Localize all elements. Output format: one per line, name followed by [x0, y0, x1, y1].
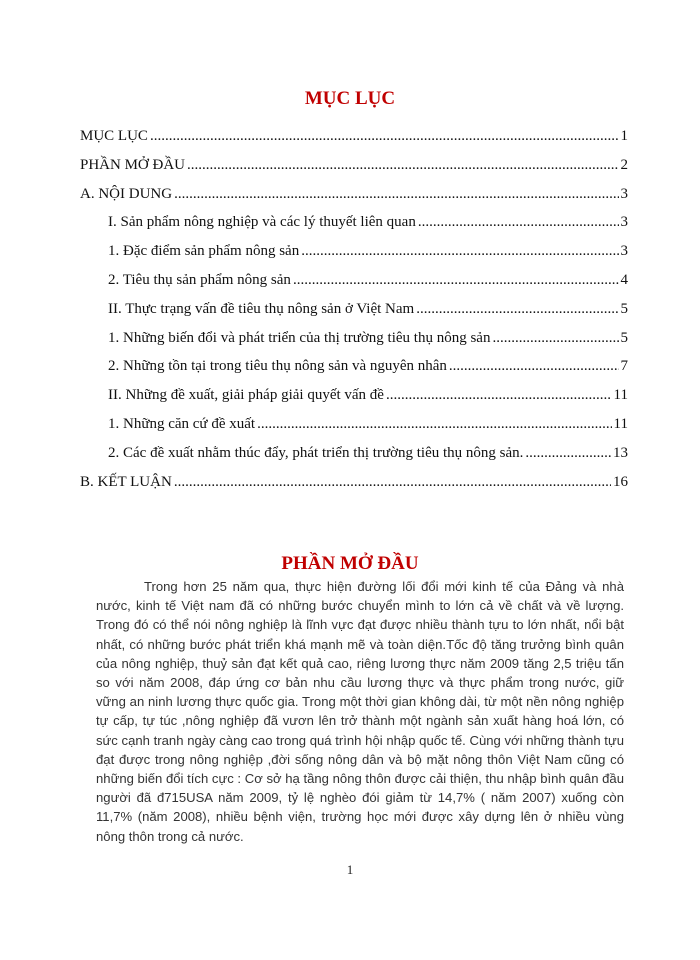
toc-entry[interactable] [108, 329, 628, 347]
toc-entry-page: 4 [620, 272, 628, 288]
toc-leader-dots [174, 473, 611, 491]
toc-entry-label: PHẦN MỞ ĐẦU [80, 157, 186, 173]
intro-paragraph: Trong hơn 25 năm qua, thực hiện đường lối đổi mới kinh tế của Đảng và nhà nước, kinh tế Việt nam đã có những bước chuyển mình to lớn cả về chất và về lượng. Trong đó có thể nói nông nghiệp là lĩnh vực đạt được nhiều thành tựu to lớn nhất, nổi bật nhất, có những bước phát triển khá mạnh mẽ và toàn diện.Tốc độ tăng trưởng bình quân của nông nghiệp, thuỷ sản đạt kết quả cao, riêng lương thực năm 2009 tăng 2,5 triệu tấn so với năm 2008, đáp ứng cơ bản nhu cầu lương thực và thực phẩm trong nước, giữ vững an ninh lương thực quốc gia. Trong một thời gian không dài, từ một nền nông nghiệp tự cấp, tự túc ,nông nghiệp đã vươn lên trở thành một ngành sản xuất hàng hoá lớn, có sức cạnh tranh ngày càng cao trong quá trình hội nhập quốc tế. Cùng với những thành tựu đạt được trong nông nghiệp ,đời sống nông dân và bộ mặt nông thôn Việt Nam cũng có những biến đổi tích cực : Cơ sở hạ tầng nông thôn được cải thiện, thu nhập bình quân đầu người đã đ715USA năm 2009, tỷ lệ nghèo đói giảm từ 14,7% ( năm 2007) xuống còn 11,7% (năm 2008), nhiều bệnh viện, trường học mới được xây dựng lên ở nhiều vùng nông thôn trong cả nước. [96, 579, 624, 844]
toc-entry-label: 1. Đặc điểm sản phẩm nông sản [108, 243, 300, 259]
toc-entry-page: 11 [613, 416, 628, 432]
toc-entry[interactable] [80, 473, 628, 491]
toc-entry-label: 2. Tiêu thụ sản phẩm nông sản [108, 272, 291, 288]
toc-leader-dots [525, 444, 611, 462]
toc-leader-dots [418, 213, 619, 231]
toc-entry[interactable] [108, 213, 628, 231]
toc-entry-label: II. Thực trạng vấn đề tiêu thụ nông sản ở Việt Nam [108, 301, 415, 317]
toc-entry-label: A. NỘI DUNG [80, 186, 173, 202]
toc-entry-page: 3 [620, 214, 628, 230]
toc-entry[interactable] [80, 127, 628, 145]
toc-leader-dots [301, 242, 618, 260]
toc-entry-label: 1. Những căn cứ đề xuất [108, 416, 256, 432]
toc-leader-dots [187, 156, 618, 174]
section-title: PHẦN MỞ ĐẦU [281, 553, 419, 574]
toc-entry-page: 5 [620, 330, 628, 346]
toc-entry[interactable] [108, 271, 628, 289]
toc-title: MỤC LỤC [304, 88, 396, 109]
toc-entry[interactable] [80, 185, 628, 203]
toc-leader-dots [449, 357, 619, 375]
toc-entry-page: 11 [613, 387, 628, 403]
toc-entry-page: 16 [613, 474, 628, 490]
toc-entry[interactable] [108, 415, 628, 433]
toc-entry-label: B. KẾT LUẬN [80, 474, 172, 490]
toc-entry[interactable] [108, 386, 628, 404]
toc-entry-page: 3 [620, 243, 628, 259]
toc-entry-label: 2. Các đề xuất nhằm thúc đẩy, phát triển thị trường tiêu thụ nông sản. [108, 445, 524, 461]
toc-entry-page: 1 [620, 128, 628, 144]
toc-entry[interactable] [108, 357, 628, 375]
toc-leader-dots [293, 271, 619, 289]
toc-entry-label: MỤC LỤC [80, 128, 148, 144]
toc-entry-label: 1. Những biến đổi và phát triển của thị trường tiêu thụ nông sản [108, 330, 491, 346]
toc-entry-page: 13 [613, 445, 628, 461]
toc-leader-dots [257, 415, 611, 433]
toc-entry[interactable] [108, 300, 628, 318]
toc-entry-label: I. Sản phẩm nông nghiệp và các lý thuyết liên quan [108, 214, 416, 230]
toc-leader-dots [416, 300, 618, 318]
toc-leader-dots [386, 386, 612, 404]
toc-entry-page: 2 [620, 157, 628, 173]
toc-entry-label: II. Những đề xuất, giải pháp giải quyết vấn đề [108, 387, 384, 403]
toc-leader-dots [174, 185, 618, 203]
toc-entry[interactable] [108, 242, 628, 260]
page-number: 1 [346, 862, 354, 877]
toc-leader-dots [492, 329, 618, 347]
toc-entry[interactable] [108, 444, 628, 462]
toc-leader-dots [150, 127, 619, 145]
toc-entry-page: 3 [620, 186, 628, 202]
body-paragraph-block [96, 577, 624, 846]
toc-entry-label: 2. Những tồn tại trong tiêu thụ nông sản và nguyên nhân [108, 358, 447, 374]
toc-entry-page: 7 [620, 358, 628, 374]
toc-entry-page: 5 [620, 301, 628, 317]
toc-entry[interactable] [80, 156, 628, 174]
